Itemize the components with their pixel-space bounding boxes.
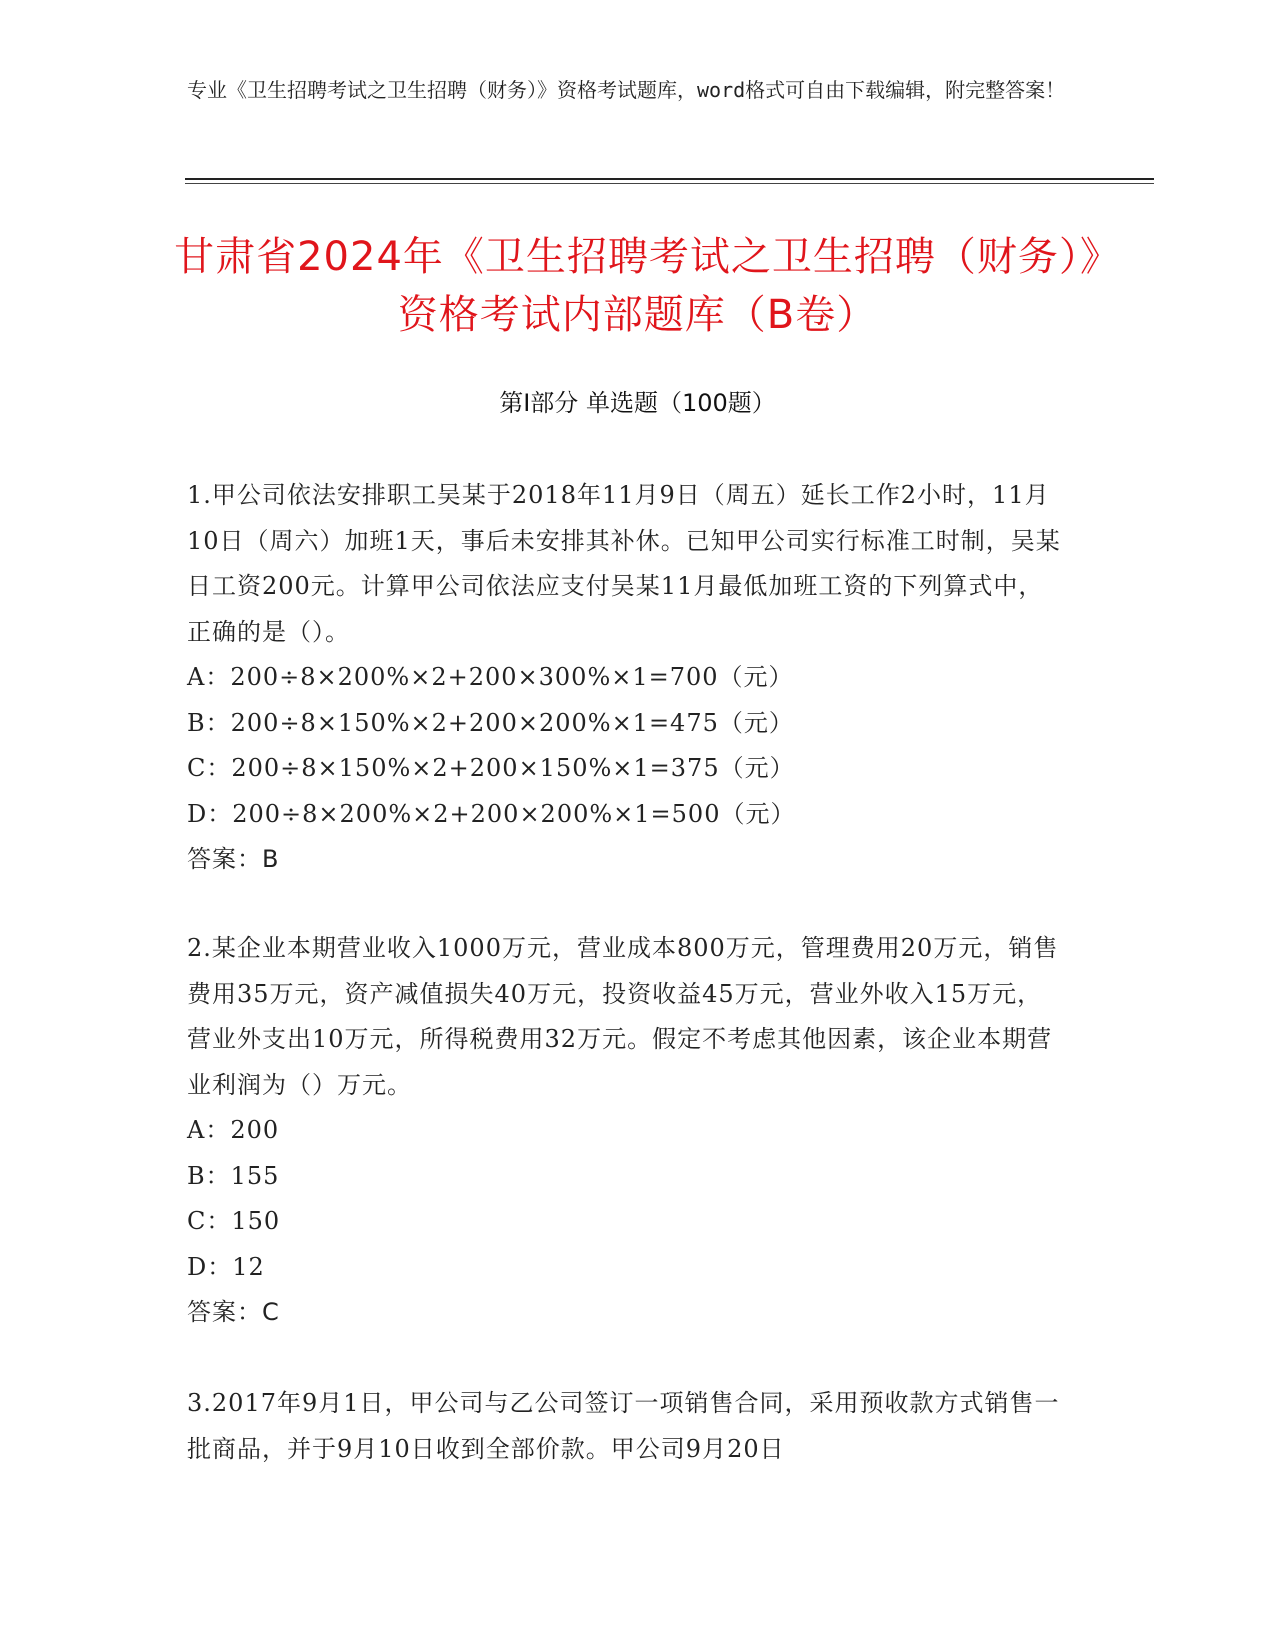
option-b: B：200÷8×150%×2+200×200%×1=475（元） (187, 708, 794, 737)
question-stem: 3.2017年9月1日，甲公司与乙公司签订一项销售合同，采用预收款方式销售一批商品，并于9月10日收到全部价款。甲公司9月20日 (187, 1389, 1060, 1463)
question-2 (187, 926, 1067, 1336)
question-1 (187, 473, 1067, 883)
header-note: 专业《卫生招聘考试之卫生招聘（财务）》资格考试题库，word格式可自由下载编辑，附完整答案！ (187, 78, 1066, 102)
option-d: D：12 (187, 1252, 265, 1281)
header-divider (185, 178, 1154, 180)
question-3 (187, 1381, 1067, 1472)
question-stem: 1.甲公司依法安排职工吴某于2018年11月9日（周五）延长工作2小时，11月10日（周六）加班1天，事后未安排其补休。已知甲公司实行标准工时制，吴某日工资200元。计算甲公司依法应支付吴某11月最低加班工资的下列算式中，正确的是（）。 (187, 481, 1061, 646)
option-b: B：155 (187, 1161, 280, 1190)
answer: 答案：C (187, 1298, 280, 1326)
option-a: A：200 (187, 1116, 280, 1144)
section-heading: 第Ⅰ部分 单选题（100题） (499, 389, 776, 417)
option-c: C：200÷8×150%×2+200×150%×1=375（元） (187, 754, 795, 782)
question-stem: 2.某企业本期营业收入1000万元，营业成本800万元，管理费用20万元，销售费用35万元，资产减值损失40万元，投资收益45万元，营业外收入15万元，营业外支出10万元，所得税费用32万元。假定不考虑其他因素，该企业本期营业利润为（）万元。 (187, 934, 1059, 1099)
answer: 答案：B (187, 845, 280, 873)
option-a: A：200÷8×200%×2+200×300%×1=700（元） (187, 663, 794, 691)
document-title: 甘肃省2024年《卫生招聘考试之卫生招聘（财务）》资格考试内部题库（B卷） (174, 234, 1101, 338)
option-d: D：200÷8×200%×2+200×200%×1=500（元） (187, 799, 796, 828)
option-c: C：150 (187, 1207, 281, 1235)
header-divider-thin (185, 183, 1154, 184)
